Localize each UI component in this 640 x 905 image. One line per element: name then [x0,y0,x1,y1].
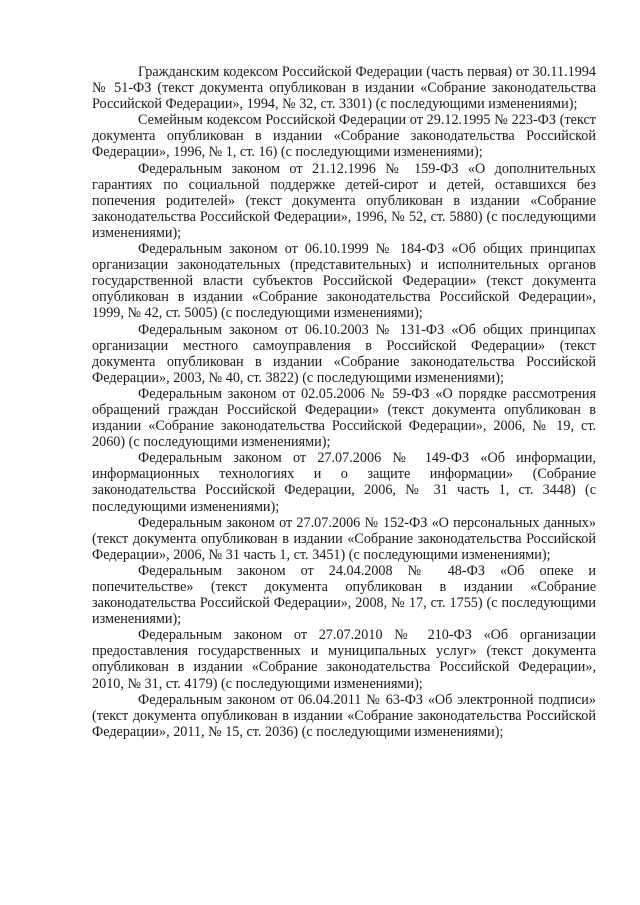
legal-act-paragraph-59-fz: Федеральным законом от 02.05.2006 № 59-ФЗ «О порядке рассмотрения обращений граждан Российской Федерации» (текст документа опубликован в издании «Собрание законодательства Российской Федерации», 2006, № 19, ст. 2060) (с последующими изменениями); [92,385,596,451]
legal-act-paragraph-civil-code: Гражданским кодексом Российской Федерации (часть первая) от 30.11.1994 № 51-ФЗ (текст документа опубликован в издании «Собрание законодательства Российской Федерации», 1994, № 32, ст. 3301) (с последующими изменениями); [92,64,596,113]
legal-act-paragraph-152-fz: Федеральным законом от 27.07.2006 № 152-ФЗ «О персональных данных» (текст документа опубликован в издании «Собрание законодательства Российской Федерации», 2006, № 31 часть 1, ст. 3451) (с последующими изменениями); [92,514,596,563]
legal-act-paragraph-210-fz: Федеральным законом от 27.07.2010 № 210-ФЗ «Об организации предоставления государственных и муниципальных услуг» (текст документа опубликован в издании «Собрание законодательства Российской Федерации», 2010, № 31, ст. 4179) (с последующими изменениями); [92,627,596,692]
legal-act-paragraph-184-fz: Федеральным законом от 06.10.1999 № 184-ФЗ «Об общих принципах организации законодательных (представительных) и исполнительных органов государственной власти субъектов Российской Федерации» (текст документа опубликован в издании «Собрание законодательства Российской Федерации», 1999, № 42, ст. 5005) (с последующими изменениями); [92,241,596,322]
legal-act-paragraph-63-fz: Федеральным законом от 06.04.2011 № 63-ФЗ «Об электронной подписи» (текст документа опубликован в издании «Собрание законодательства Российской Федерации», 2011, № 15, ст. 2036) (с последующими изменениями); [92,691,596,740]
legal-act-paragraph-family-code: Семейным кодексом Российской Федерации от 29.12.1995 № 223-ФЗ (текст документа опубликован в издании «Собрание законодательства Российской Федерации», 1996, № 1, ст. 16) (с последующими изменениями); [92,112,596,161]
document-page [92,64,596,740]
legal-act-paragraph-48-fz: Федеральным законом от 24.04.2008 № 48-ФЗ «Об опеке и попечительстве» (текст документа опубликован в издании «Собрание законодательства Российской Федерации», 2008, № 17, ст. 1755) (с последующими изменениями); [92,562,596,628]
legal-act-paragraph-149-fz: Федеральным законом от 27.07.2006 № 149-ФЗ «Об информации, информационных технологиях и о защите информации» (Собрание законодательства Российской Федерации, 2006, № 31 часть 1, ст. 3448) (с последующими изменениями); [92,450,596,515]
legal-act-paragraph-159-fz: Федеральным законом от 21.12.1996 № 159-ФЗ «О дополнительных гарантиях по социальной поддержке детей-сирот и детей, оставшихся без попечения родителей» (текст документа опубликован в издании «Собрание законодательства Российской Федерации», 1996, № 52, ст. 5880) (с последующими изменениями); [92,160,596,241]
legal-act-paragraph-131-fz: Федеральным законом от 06.10.2003 № 131-ФЗ «Об общих принципах организации местного самоуправления в Российской Федерации» (текст документа опубликован в издании «Собрание законодательства Российской Федерации», 2003, № 40, ст. 3822) (с последующими изменениями); [92,321,596,386]
